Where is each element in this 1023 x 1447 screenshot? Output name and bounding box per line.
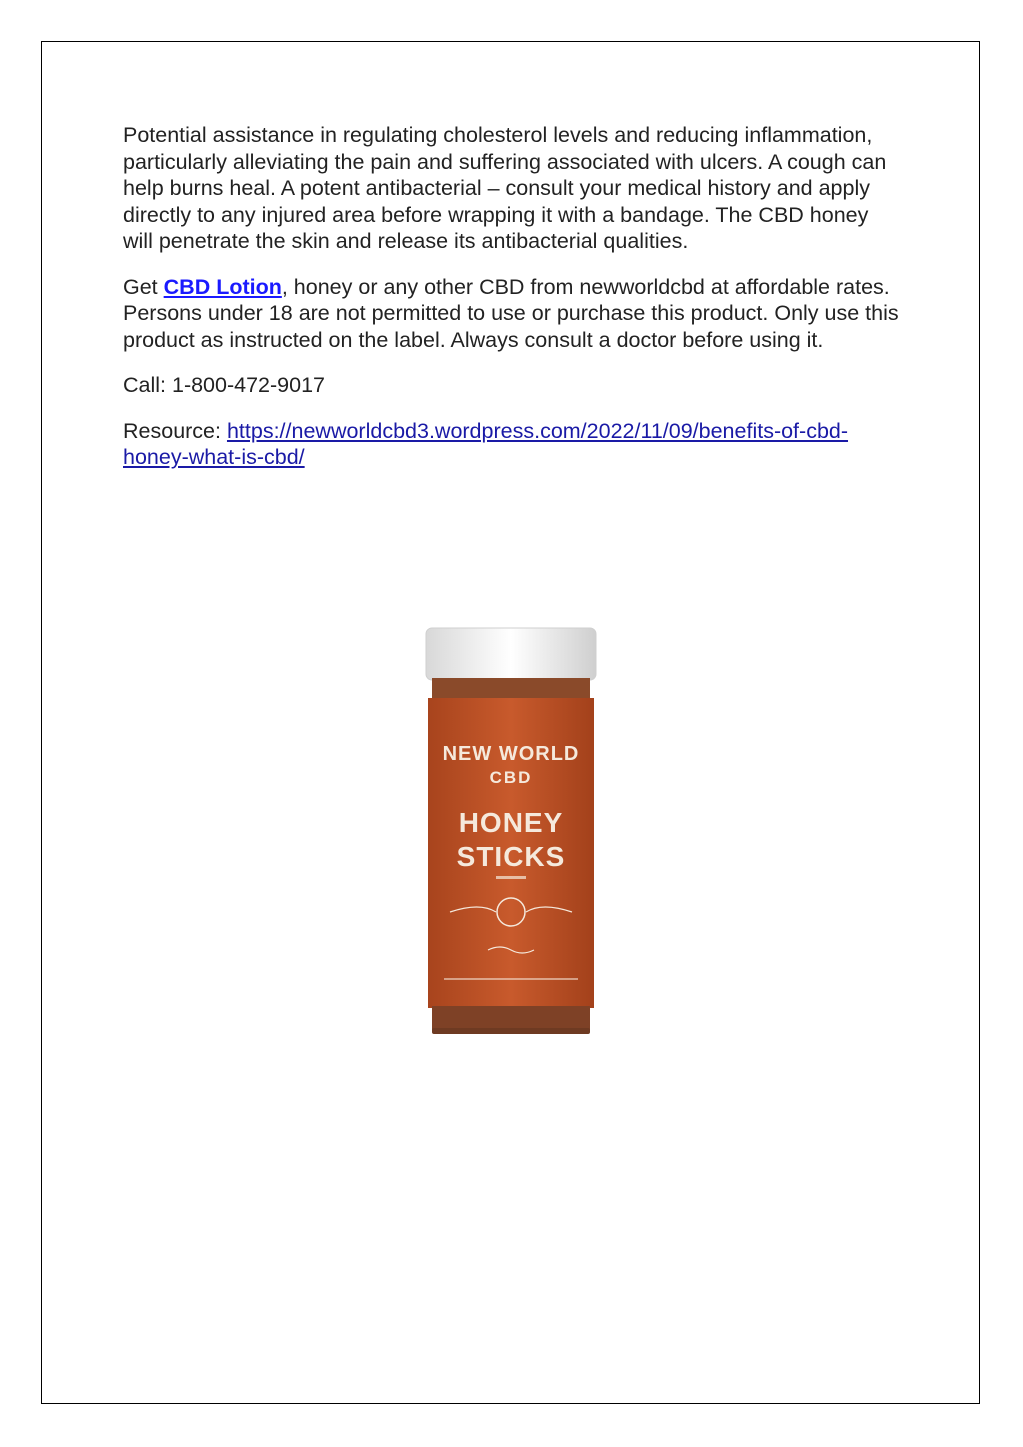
product-name-line1: HONEY [458, 807, 564, 838]
resource-label: Resource: [123, 418, 227, 443]
product-image [410, 620, 610, 1050]
document-body [123, 122, 903, 490]
product-name-line2: STICKS [456, 841, 566, 872]
sticks-bottom [432, 1006, 590, 1030]
paragraph-get [123, 274, 903, 354]
get-prefix: Get [123, 274, 164, 299]
resource-link[interactable]: https://newworldcbd3.wordpress.com/2022/11/09/benefits-of-cbd-honey-what-is-cbd/ [123, 418, 849, 469]
sticks-top [432, 678, 590, 700]
call-line: Call: 1-800-472-9017 [123, 373, 325, 397]
get-suffix: , honey or any other CBD from newworldcbd at affordable rates. Persons under 18 are not permitted to use or purchase this product. Only use this product as instructed on the label. Always consult a doctor before using it. [123, 274, 899, 352]
honey-sticks-jar [410, 620, 610, 1050]
brand-line1: NEW WORLD [442, 743, 580, 765]
brand-line2: CBD [489, 768, 533, 787]
resource-line [123, 418, 903, 471]
paragraph-benefits: Potential assistance in regulating cholesterol levels and reducing inflammation, particularly alleviating the pain and suffering associated with ulcers. A cough can help burns heal. A potent antibacterial – consult your medical history and apply directly to any injured area before wrapping it with a bandage. The CBD honey will penetrate the skin and release its antibacterial qualities. [123, 123, 887, 253]
cbd-lotion-link[interactable]: CBD Lotion [163, 274, 282, 299]
jar-lid [426, 628, 596, 680]
